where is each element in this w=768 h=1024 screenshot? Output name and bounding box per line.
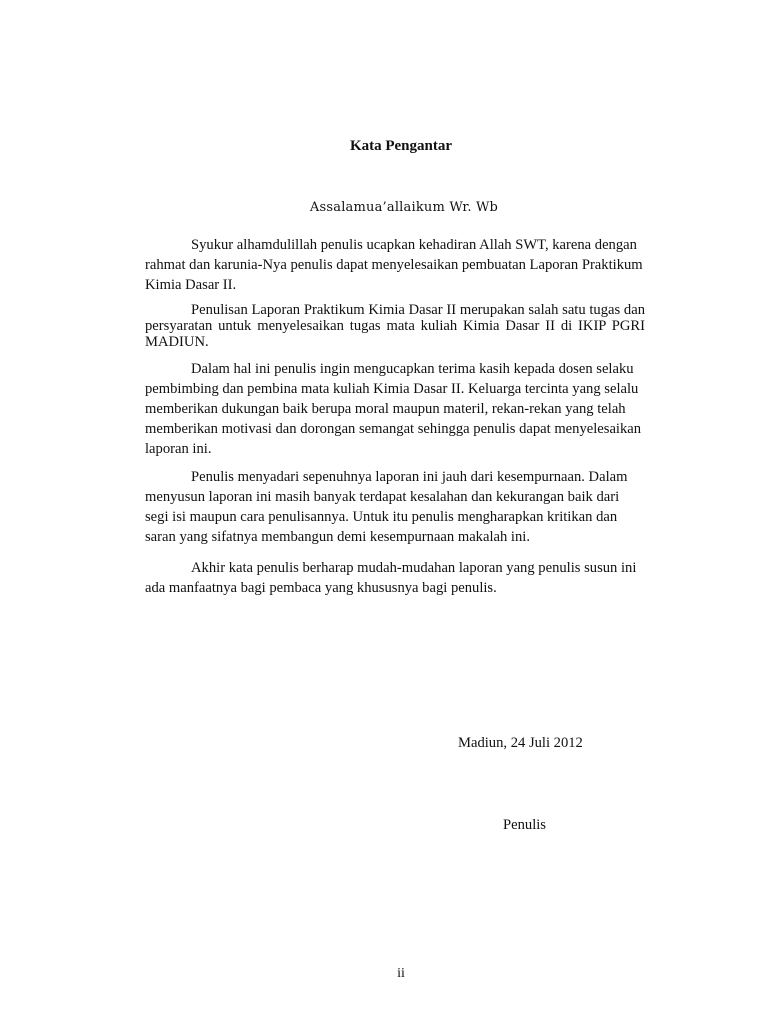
- paragraph-text: Akhir kata penulis berharap mudah-mudahan laporan yang penulis susun ini ada manfaatnya bagi pembaca yang khususnya bagi penulis.: [145, 560, 637, 596]
- place-date: Madiun, 24 Juli 2012: [458, 735, 583, 751]
- page-title: Kata Pengantar: [349, 138, 453, 154]
- signer-name: Penulis: [503, 817, 546, 833]
- paragraph-text: Syukur alhamdulillah penulis ucapkan kehadiran Allah SWT, karena dengan rahmat dan karunia-Nya penulis dapat menyelesaikan pembuatan Laporan Praktikum Kimia Dasar II.: [145, 237, 643, 293]
- paragraph-closing: [145, 558, 645, 598]
- paragraph-text: Penulis menyadari sepenuhnya laporan ini jauh dari kesempurnaan. Dalam menyusun laporan ini masih banyak terdapat kesalahan dan kekurangan baik dari segi isi maupun cara penulisannya. Untuk itu penulis mengharapkan kritikan dan saran yang sifatnya membangun demi kesempurnaan makalah ini.: [145, 469, 628, 545]
- paragraph-gratitude: [145, 235, 645, 295]
- paragraph-text: Dalam hal ini penulis ingin mengucapkan terima kasih kepada dosen selaku pembimbing dan pembina mata kuliah Kimia Dasar II. Keluarga tercinta yang selalu memberikan dukungan baik berupa moral maupun materil, rekan-rekan yang telah memberikan motivasi dan dorongan semangat sehingga penulis dapat menyelesaikan laporan ini.: [145, 361, 642, 457]
- paragraph-purpose: [145, 302, 645, 350]
- paragraph-thanks: [145, 359, 645, 459]
- paragraph-imperfection: [145, 467, 645, 547]
- paragraph-text: Penulisan Laporan Praktikum Kimia Dasar II merupakan salah satu tugas dan persyaratan untuk menyelesaikan tugas mata kuliah Kimia Dasar II di IKIP PGRI MADIUN.: [145, 302, 645, 350]
- greeting: Assalamua’allaikum Wr. Wb: [309, 200, 499, 215]
- page-number: ii: [397, 966, 405, 981]
